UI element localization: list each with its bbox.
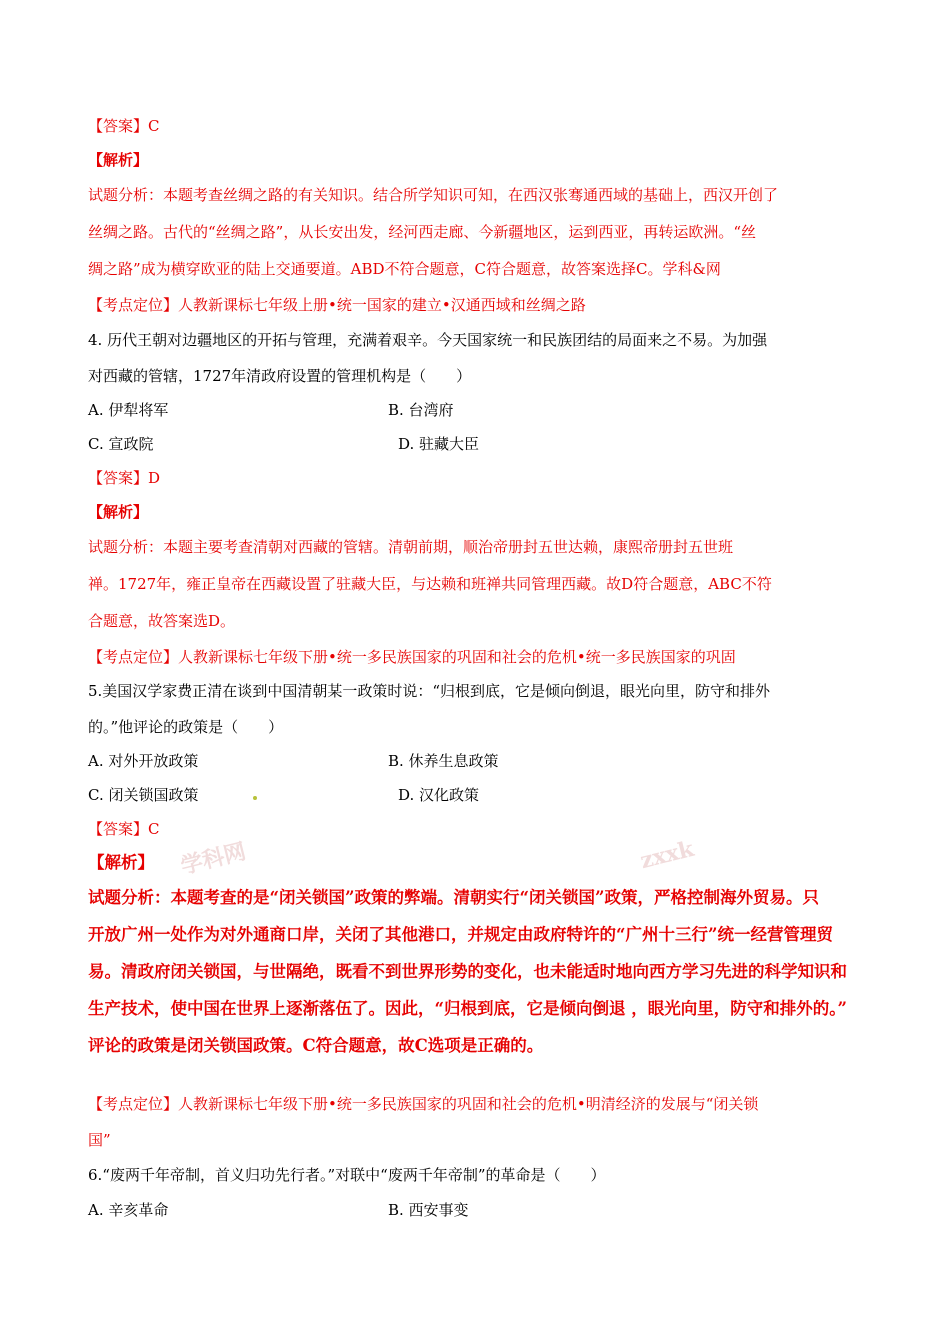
q3-answer: 【答案】C [88,117,160,135]
q5-analysis-line-2: 开放广州一处作为对外通商口岸，关闭了其他港口，并规定由政府特许的“广州十三行”统一经营管理贸 [88,925,833,944]
q4-analysis-line-3: 合题意，故答案选D。 [88,612,236,630]
q5-analysis-heading: 【解析】 [88,853,154,872]
q4-option-c: C. 宣政院 [88,435,154,453]
q4-answer: 【答案】D [88,469,161,487]
q4-analysis-line-1: 试题分析：本题主要考查清朝对西藏的管辖。清朝前期，顺治帝册封五世达赖，康熙帝册封五世班 [88,538,734,556]
q3-analysis-line-2: 丝绸之路。古代的“丝绸之路”，从长安出发，经河西走廊、今新疆地区，运到西亚，再转运欧洲。“丝 [88,223,757,241]
q5-analysis-line-5: 评论的政策是闭关锁国政策。C符合题意，故C选项是正确的。 [88,1036,544,1055]
q4-stem-line-1: 4. 历代王朝对边疆地区的开拓与管理，充满着艰辛。今天国家统一和民族团结的局面来之不易。为加强 [88,331,768,349]
q5-kaodian-line-2: 国” [88,1131,111,1149]
q4-analysis-line-2: 禅。1727年，雍正皇帝在西藏设置了驻藏大臣，与达赖和班禅共同管理西藏。故D符合题意，ABC不符 [88,575,772,593]
q5-analysis-line-4: 生产技术，使中国在世界上逐渐落伍了。因此，“归根到底，它是倾向倒退 ，眼光向里，防守和排外的。” [88,999,847,1018]
q3-analysis-line-3: 绸之路”成为横穿欧亚的陆上交通要道。ABD不符合题意，C符合题意，故答案选择C。学科&网 [88,260,721,278]
q5-answer: 【答案】C [88,820,160,838]
q3-kaodian: 【考点定位】人教新课标七年级上册•统一国家的建立•汉通西域和丝绸之路 [88,296,586,314]
q5-analysis-line-3: 易。清政府闭关锁国，与世隔绝，既看不到世界形势的变化，也未能适时地向西方学习先进的科学知识和 [88,962,847,981]
q5-option-d: D. 汉化政策 [398,786,480,804]
q6-option-a: A. 辛亥革命 [88,1201,169,1219]
watermark-right: zxxk [637,835,697,875]
q4-option-d: D. 驻藏大臣 [398,435,480,453]
q3-analysis-line-1: 试题分析：本题考查丝绸之路的有关知识。结合所学知识可知，在西汉张骞通西域的基础上，西汉开创了 [88,186,779,204]
q5-option-c: C. 闭关锁国政策 [88,786,199,804]
q5-option-a: A. 对外开放政策 [88,752,199,770]
q6-stem: 6.“废两千年帝制，首义归功先行者。”对联中“废两千年帝制”的革命是（ ） [88,1166,606,1184]
q6-option-b: B. 西安事变 [388,1201,469,1219]
q3-analysis-heading: 【解析】 [88,151,149,169]
q4-stem-line-2: 对西藏的管辖，1727年清政府设置的管理机构是（ ） [88,367,472,385]
decorative-dot [253,796,257,800]
q4-option-b: B. 台湾府 [388,401,454,419]
q5-stem-line-2: 的。”他评论的政策是（ ） [88,718,284,736]
q5-kaodian-line-1: 【考点定位】人教新课标七年级下册•统一多民族国家的巩固和社会的危机•明清经济的发展与“闭关锁 [88,1095,759,1113]
q5-stem-line-1: 5.美国汉学家费正清在谈到中国清朝某一政策时说：“归根到底，它是倾向倒退，眼光向里，防守和排外 [88,682,770,700]
watermark-left: 学科网 [178,838,249,880]
q5-option-b: B. 休养生息政策 [388,752,499,770]
q4-analysis-heading: 【解析】 [88,503,149,521]
q5-analysis-line-1: 试题分析：本题考查的是“闭关锁国”政策的弊端。清朝实行“闭关锁国”政策，严格控制海外贸易。只 [88,888,819,907]
q4-option-a: A. 伊犁将军 [88,401,169,419]
q4-kaodian: 【考点定位】人教新课标七年级下册•统一多民族国家的巩固和社会的危机•统一多民族国家的巩固 [88,648,736,666]
